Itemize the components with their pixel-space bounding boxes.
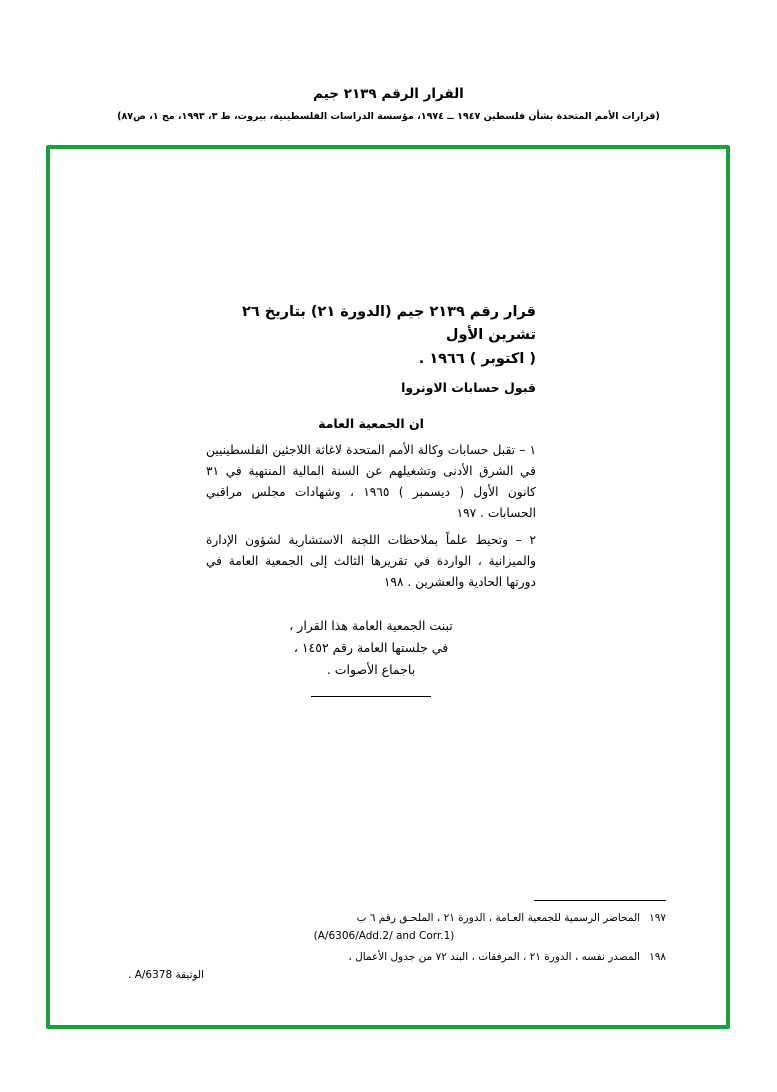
footnote-separator-rule: [534, 900, 666, 901]
frame-content-area: [50, 149, 726, 1025]
footnote-main-text: المحاضر الرسمية للجمعية العـامة ، الدورة ٢١ ، الملحـق رقم ٦ ب: [356, 911, 641, 924]
footnote-number: ١٩٨: [649, 951, 666, 964]
resolution-number-title: القرار الرقم ٢١٣٩ جيم: [313, 86, 464, 102]
footnote-item: [128, 910, 666, 945]
resolution-subtitle: قبول حسابات الاونروا: [401, 380, 536, 396]
resolution-paragraph-1: ١ – تقبل حسابات وكالة الأمم المتحدة لاغاثة اللاجئين الفلسطينيين في الشرق الأدنى وتشغيلهم عن السنة المالية المنتهية في ٣١ كانون الأول ( ديسمبر ) ١٩٦٥ ، وشهادات مجلس مراقبي الحسابات . ١٩٧: [206, 442, 536, 520]
footnotes-section: [50, 900, 726, 989]
assembly-preamble: ان الجمعية العامة: [318, 416, 424, 432]
resolution-body: [206, 301, 536, 697]
adoption-line-2: في جلستها العامة رقم ١٤٥٢ ،: [293, 639, 449, 655]
footnote-text: [128, 949, 640, 984]
resolution-heading: [206, 301, 536, 371]
adoption-line-3: باجماع الأصوات .: [326, 661, 416, 677]
footnote-text: [128, 910, 640, 945]
green-page-frame: [46, 145, 730, 1029]
adoption-note: [206, 615, 536, 681]
resolution-heading-line-1: قرار رقم ٢١٣٩ جيم (الدورة ٢١) بتاريخ ٢٦ تشرين الأول: [242, 304, 536, 344]
adoption-line-1: تبنت الجمعية العامة هذا القرار ،: [289, 617, 453, 633]
resolution-paragraph-2: ٢ – وتحيط علماً بملاحظات اللجنة الاستشارية لشؤون الإدارة والميزانية ، الواردة في تقريرها الثالث إلى الجمعية العامة في دورتها الحادية والعشرين . ١٩٨: [206, 532, 536, 589]
footnote-number: ١٩٧: [649, 911, 666, 924]
section-divider: [311, 696, 431, 697]
footnote-main-text: المصدر نفسه ، الدورة ٢١ ، المرفقات ، البند ٧٢ من جدول الأعمال ،: [348, 951, 641, 964]
footnote-list: [50, 910, 726, 984]
source-citation: (قرارات الأمم المتحدة بشأن فلسطين ١٩٤٧ ــ ١٩٧٤، مؤسسة الدراسات الفلسطينية، بيروت، ط ٣، ١٩٩٣، مج ١، ص٨٧): [117, 110, 660, 122]
footnote-item: [128, 949, 666, 984]
document-header: [0, 86, 777, 123]
resolution-heading-line-2: ( اكتوبر ) ١٩٦٦ .: [418, 350, 536, 367]
footnote-document-symbol: الوثيقة A/6378 .: [128, 969, 205, 982]
footnote-document-symbol: (A/6306/Add.2/ and Corr.1): [313, 929, 455, 942]
